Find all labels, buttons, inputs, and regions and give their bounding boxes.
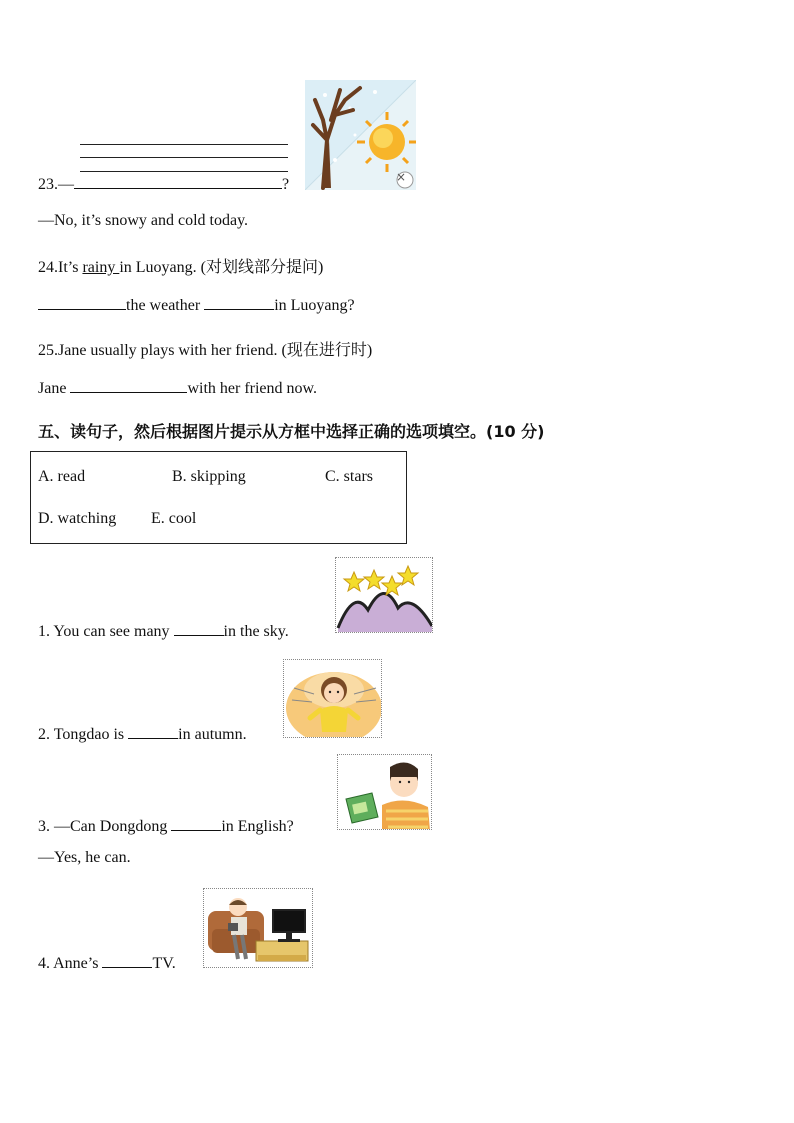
answer-blank[interactable] bbox=[38, 295, 126, 310]
answer-blank[interactable] bbox=[74, 174, 282, 189]
q24-part2: in Luoyang? bbox=[274, 297, 355, 314]
answer-line-2[interactable] bbox=[80, 157, 288, 158]
answer-3: —Yes, he can. bbox=[38, 849, 131, 866]
stars-mountains-image bbox=[335, 557, 433, 633]
item-3-end: in English? bbox=[221, 818, 294, 835]
question-25-answer-line bbox=[38, 378, 317, 398]
section-title: 五、读句子，然后根据图片提示从方框中选择正确的选项填空。(10 分) bbox=[38, 422, 545, 441]
item-4-end: TV. bbox=[152, 955, 176, 972]
item-1 bbox=[38, 621, 289, 641]
item-1-start: 1. You can see many bbox=[38, 623, 174, 640]
answer-blank[interactable] bbox=[204, 295, 274, 310]
item-3 bbox=[38, 816, 294, 836]
answer-blank[interactable] bbox=[171, 816, 221, 831]
answer-blank[interactable] bbox=[102, 953, 152, 968]
item-2-end: in autumn. bbox=[178, 726, 247, 743]
option-d: D. watching bbox=[38, 510, 117, 527]
question-23 bbox=[38, 174, 289, 194]
boy-reading-book-image bbox=[337, 754, 432, 830]
q24-part1: the weather bbox=[126, 297, 205, 314]
question-24 bbox=[38, 254, 323, 277]
item-2 bbox=[38, 724, 247, 744]
option-c: C. stars bbox=[325, 468, 373, 485]
item-1-end: in the sky. bbox=[223, 623, 289, 640]
answer-blank[interactable] bbox=[174, 621, 224, 636]
q25-start: Jane bbox=[38, 380, 71, 397]
q24-prefix: 24.It’s bbox=[38, 259, 83, 276]
option-b: B. skipping bbox=[172, 468, 246, 485]
item-2-start: 2. Tongdao is bbox=[38, 726, 129, 743]
q24-rest: in Luoyang. (对划线部分提问) bbox=[119, 259, 324, 276]
answer-line-1[interactable] bbox=[80, 144, 288, 145]
answer-line-3[interactable] bbox=[80, 171, 288, 172]
option-e: E. cool bbox=[151, 510, 197, 527]
answer-blank[interactable] bbox=[70, 378, 187, 393]
girl-watching-tv-image bbox=[203, 888, 313, 968]
item-3-start: 3. —Can Dongdong bbox=[38, 818, 172, 835]
option-a: A. read bbox=[38, 468, 86, 485]
question-25: 25.Jane usually plays with her friend. (现在进行时) bbox=[38, 342, 373, 359]
answer-blank[interactable] bbox=[128, 724, 178, 739]
dash: — bbox=[58, 176, 74, 193]
question-24-answer-line bbox=[38, 295, 355, 315]
item-4 bbox=[38, 953, 176, 973]
close-icon[interactable]: × bbox=[396, 170, 407, 184]
q24-underlined: rainy bbox=[82, 259, 120, 276]
girl-autumn-wind-image bbox=[283, 659, 382, 738]
answer-23: —No, it’s snowy and cold today. bbox=[38, 212, 249, 229]
options-box bbox=[30, 451, 407, 544]
question-number: 23. bbox=[38, 176, 58, 193]
question-mark: ? bbox=[282, 176, 290, 193]
q25-end: with her friend now. bbox=[187, 380, 318, 397]
item-4-start: 4. Anne’s bbox=[38, 955, 103, 972]
